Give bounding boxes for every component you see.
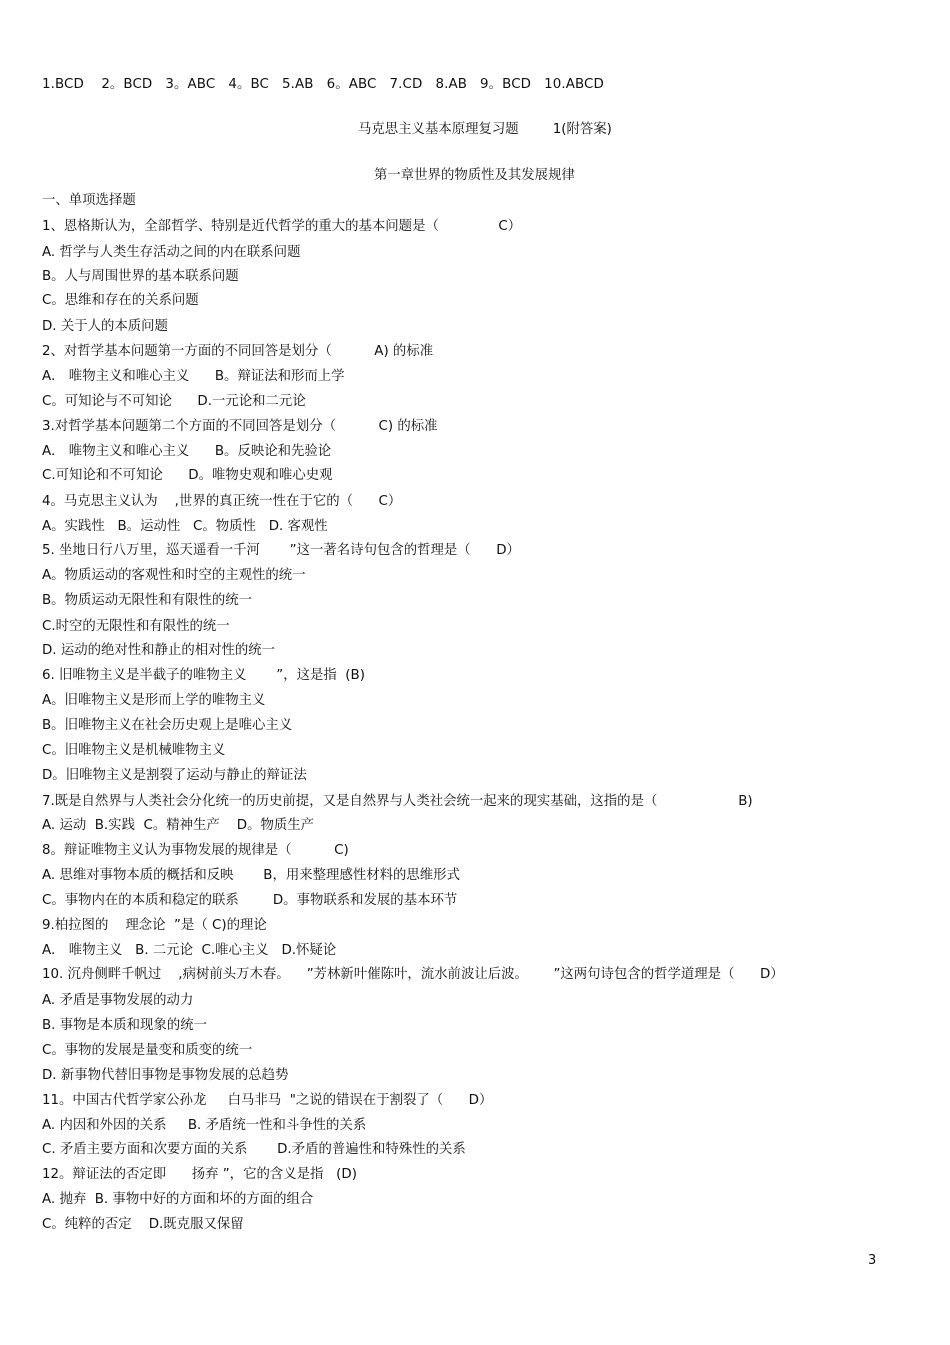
question-line: 3.对哲学基本问题第二个方面的不同回答是划分（ C) 的标准 [42,419,438,434]
section-heading: 一、单项选择题 [42,193,136,208]
option-line: A. 矛盾是事物发展的动力 [42,993,194,1008]
question-line: 2、对哲学基本问题第一方面的不同回答是划分（ A) 的标准 [42,344,434,359]
option-line: D. 运动的绝对性和静止的相对性的统一 [42,643,276,658]
option-line: B。人与周围世界的基本联系问题 [42,269,239,284]
option-line: A． 唯物主义 B. 二元论 C.唯心主义 D.怀疑论 [42,943,337,958]
option-line: D。旧唯物主义是割裂了运动与静止的辩证法 [42,768,307,783]
option-line: C.可知论和不可知论 D。唯物史观和唯心史观 [42,468,333,483]
option-line: A. 内因和外因的关系 B. 矛盾统一性和斗争性的关系 [42,1118,367,1133]
option-line: C。思维和存在的关系问题 [42,293,199,308]
option-line: C。事物的发展是量变和质变的统一 [42,1043,253,1058]
question-line: 7.既是自然界与人类社会分化统一的历史前提，又是自然界与人类社会统一起来的现实基础，这指的是（ B) [42,794,753,809]
option-line: A. 运动 B.实践 C。精神生产 D。物质生产 [42,818,315,833]
question-line: 6. 旧唯物主义是半截子的唯物主义 ”，这是指 (B) [42,668,365,683]
option-line: C. 矛盾主要方面和次要方面的关系 D.矛盾的普遍性和特殊性的关系 [42,1142,466,1157]
option-line: C.时空的无限性和有限性的统一 [42,619,230,634]
question-line: 10. 沉舟侧畔千帆过 ,病树前头万木春。 ”芳林新叶催陈叶，流水前波让后波。 ”这两句诗包含的哲学道理是（ D） [42,967,784,982]
option-line: B. 事物是本质和现象的统一 [42,1018,207,1033]
question-line: 1、恩格斯认为，全部哲学、特别是近代哲学的重大的基本问题是（ C） [42,219,522,234]
option-line: A。实践性 B。运动性 C。物质性 D. 客观性 [42,519,328,534]
answer-key-line: 1.BCD 2。BCD 3。ABC 4。BC 5.AB 6。ABC 7.CD 8.AB 9。BCD 10.ABCD [42,77,604,92]
option-line: C。纯粹的否定 D.既克服又保留 [42,1217,244,1232]
option-line: D. 新事物代替旧事物是事物发展的总趋势 [42,1068,289,1083]
option-line: A. 思维对事物本质的概括和反映 B，用来整理感性材料的思维形式 [42,868,460,883]
option-line: C。可知论与不可知论 D.一元论和二元论 [42,394,306,409]
option-line: C。事物内在的本质和稳定的联系 D。事物联系和发展的基本环节 [42,893,458,908]
option-line: A． 唯物主义和唯心主义 B。辩证法和形而上学 [42,369,345,384]
option-line: C。旧唯物主义是机械唯物主义 [42,743,226,758]
option-line: D. 关于人的本质问题 [42,319,168,334]
option-line: A． 唯物主义和唯心主义 B。反映论和先验论 [42,444,332,459]
question-line: 11。中国古代哲学家公孙龙 白马非马 "之说的错误在于割裂了（ D） [42,1093,493,1108]
question-line: 4。马克思主义认为 ,世界的真正统一性在于它的（ C） [42,494,402,509]
question-line: 5. 坐地日行八万里，巡天遥看一千河 ”这一著名诗句包含的哲理是（ D） [42,543,520,558]
option-line: B。旧唯物主义在社会历史观上是唯心主义 [42,718,293,733]
question-line: 12。辩证法的否定即 扬弃 ”，它的含义是指 (D) [42,1167,357,1182]
option-line: A. 抛弃 B. 事物中好的方面和坏的方面的组合 [42,1192,314,1207]
document-title: 马克思主义基本原理复习题 1(附答案) [358,122,612,137]
option-line: B。物质运动无限性和有限性的统一 [42,593,253,608]
question-line: 8。辩证唯物主义认为事物发展的规律是（ C) [42,843,349,858]
option-line: A。旧唯物主义是形而上学的唯物主义 [42,693,266,708]
question-line: 9.柏拉图的 理念论 ”是（ C)的理论 [42,918,267,933]
option-line: A. 哲学与人类生存活动之间的内在联系问题 [42,245,301,260]
page-number: 3 [868,1253,877,1268]
chapter-heading: 第一章世界的物质性及其发展规律 [374,168,575,183]
option-line: A。物质运动的客观性和时空的主观性的统一 [42,568,306,583]
